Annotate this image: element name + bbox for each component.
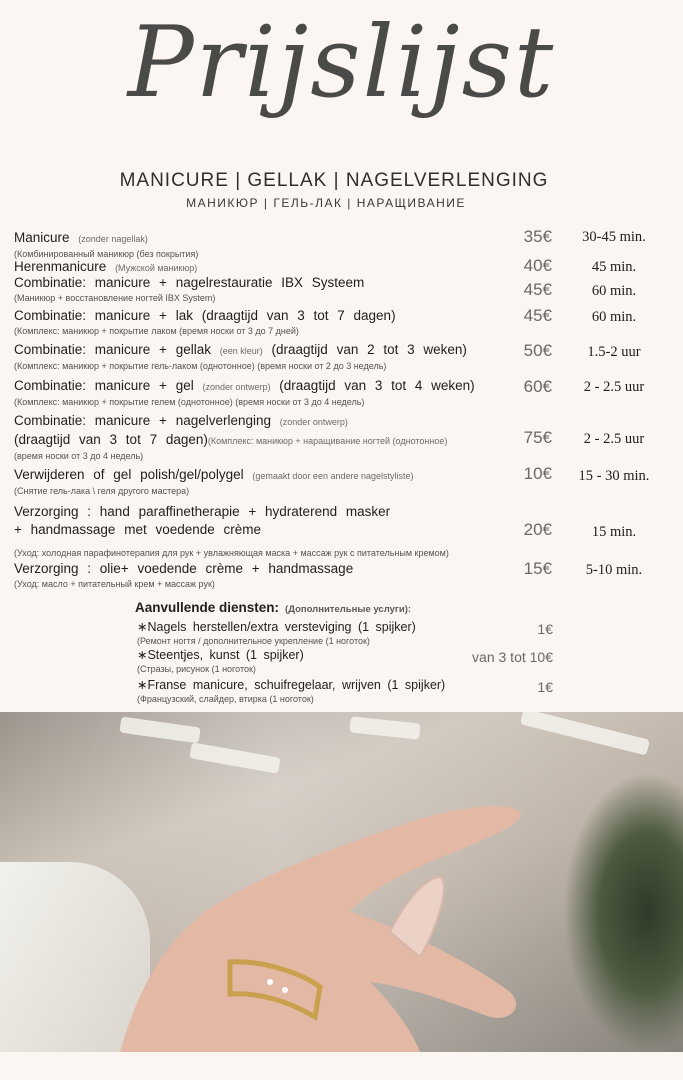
- service-note: (een kleur): [219, 346, 263, 356]
- service-name: Manicure: [14, 230, 70, 245]
- service-name-cont: + handmassage met voedende crème: [14, 522, 262, 537]
- service-row: [14, 503, 674, 559]
- service-note: (zonder ontwerp): [279, 417, 348, 427]
- service-ru: (Комплекс: маникюр + покрытие лаком (время носки от 3 до 7 дней): [14, 326, 299, 336]
- extra-ru: (Ремонт ногтя / дополнительное укрепление (1 ноготок): [137, 636, 370, 646]
- service-name: Herenmanicure: [14, 259, 107, 274]
- ring-stone: [267, 979, 273, 985]
- service-row: [14, 341, 674, 372]
- service-name: Combinatie: manicure + gellak: [14, 342, 211, 357]
- service-duration: 45 min.: [591, 259, 637, 275]
- service-price: 15€: [523, 559, 552, 578]
- extra-name: ∗Franse manicure, schuifregelaar, wrijven (1 spijker): [137, 678, 446, 692]
- service-name: Verzorging : olie+ voedende crème + handmassage: [14, 561, 354, 576]
- extra-item: [137, 678, 557, 705]
- page-footer: [0, 1052, 683, 1080]
- service-duration: 60 min.: [591, 309, 637, 325]
- page-title: Prijslijst: [127, 6, 556, 120]
- extra-item: [137, 620, 557, 647]
- extra-price: 1€: [537, 621, 553, 637]
- service-duration: 2 - 2.5 uur: [583, 379, 645, 395]
- service-ru: (Снятие гель-лака \ геля другого мастера): [14, 486, 190, 496]
- service-row: [14, 377, 674, 408]
- service-price: 45€: [523, 306, 552, 325]
- service-price: 50€: [523, 341, 552, 360]
- service-name: Verwijderen of gel polish/gel/polygel: [14, 467, 244, 482]
- service-name-cont: (draagtijd van 2 tot 3 weken): [271, 342, 467, 357]
- service-price: 60€: [523, 377, 552, 396]
- service-name: Verzorging : hand paraffinetherapie + hydraterend masker: [14, 504, 391, 519]
- manicure-photo: [0, 712, 683, 1052]
- service-note: (zonder ontwerp): [202, 382, 271, 392]
- service-duration: 15 min.: [591, 524, 637, 540]
- extras-heading: [135, 600, 411, 615]
- service-row: [14, 229, 674, 260]
- service-row: [14, 560, 674, 590]
- service-duration: 30-45 min.: [582, 229, 646, 245]
- extras-heading-ru: (Дополнительные услуги):: [285, 604, 412, 615]
- service-note-ru: (Комплекс: маникюр + наращивание ногтей (однотонное): [207, 436, 448, 446]
- service-note: (Мужской маникюр): [115, 263, 198, 273]
- extras-heading-text: Aanvullende diensten:: [135, 600, 280, 615]
- service-name: Combinatie: manicure + nagelverlenging: [14, 413, 272, 428]
- service-ru: (Комбинированный маникюр (без покрытия): [14, 249, 199, 259]
- service-name-cont: (draagtijd van 3 tot 4 weken): [279, 378, 475, 393]
- service-duration: 1.5-2 uur: [587, 344, 641, 360]
- service-price: 45€: [523, 280, 552, 299]
- service-duration: 2 - 2.5 uur: [583, 431, 645, 447]
- service-note: (gemaakt door een andere nagelstyliste): [252, 471, 414, 481]
- service-row: [14, 466, 674, 497]
- hand-shape: [120, 806, 520, 1052]
- service-row: [14, 274, 674, 304]
- service-ru: (время носки от 3 до 4 недель): [14, 451, 144, 461]
- service-ru: (Комплекс: маникюр + покрытие гель-лаком (однотонное) (время носки от 2 до 3 недель): [14, 361, 387, 371]
- service-ru: (Уход: холодная парафинотерапия для рук + увлажняющая маска + массаж рук с питательным кремом): [14, 548, 449, 558]
- service-price: 20€: [523, 520, 552, 539]
- service-price: 40€: [523, 256, 552, 275]
- service-ru: (Маникюр + восстановление ногтей IBX System): [14, 293, 216, 303]
- service-name: Combinatie: manicure + gel: [14, 378, 194, 393]
- service-price: 35€: [523, 227, 552, 246]
- extra-ru: (Стразы, рисунок (1 ноготок): [137, 664, 256, 674]
- service-duration: 60 min.: [591, 283, 637, 299]
- hand-illustration: [110, 782, 530, 1052]
- service-name: Combinatie: manicure + lak (draagtijd van 3 tot 7 dagen): [14, 308, 396, 323]
- service-row: [14, 307, 674, 337]
- plant: [563, 772, 683, 1052]
- page-subtitle-ru: МАНИКЮР | ГЕЛЬ-ЛАК | НАРАЩИВАНИЕ: [186, 196, 466, 210]
- service-row: [14, 412, 674, 462]
- extra-name: ∗Steentjes, kunst (1 spijker): [137, 648, 304, 662]
- extra-item: [137, 648, 557, 675]
- extra-price: van 3 tot 10€: [472, 649, 553, 665]
- extra-ru: (Французский, слайдер, втирка (1 ноготок): [137, 694, 314, 704]
- service-ru: (Комплекс: маникюр + покрытие гелем (однотонное) (время носки от 3 до 4 недель): [14, 397, 365, 407]
- service-name: Combinatie: manicure + nagelrestauratie IBX Systeem: [14, 275, 365, 290]
- service-name-cont: (draagtijd van 3 tot 7 dagen): [14, 432, 208, 447]
- service-duration: 5-10 min.: [585, 562, 643, 578]
- service-ru: (Уход: масло + питательный крем + массаж рук): [14, 579, 215, 589]
- extra-name: ∗Nagels herstellen/extra versteviging (1 spijker): [137, 620, 416, 634]
- extra-price: 1€: [537, 679, 553, 695]
- service-price: 10€: [523, 464, 552, 483]
- service-note: (zonder nagellak): [78, 234, 148, 244]
- ring-stone: [282, 987, 288, 993]
- page-subtitle: MANICURE | GELLAK | NAGELVERLENGING: [119, 170, 549, 191]
- service-duration: 15 - 30 min.: [578, 468, 650, 484]
- service-price: 75€: [523, 428, 552, 447]
